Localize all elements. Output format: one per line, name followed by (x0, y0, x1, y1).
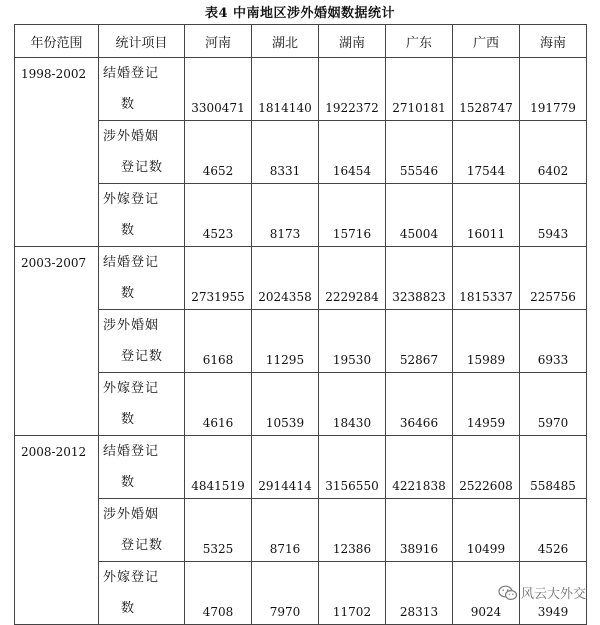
table-row (15, 310, 587, 373)
item-label-line2: 数 (121, 475, 136, 490)
header-cell: 广东 (386, 25, 453, 58)
table-row (15, 499, 587, 562)
value-cell: 4221838 (386, 436, 453, 499)
value-cell: 558485 (520, 436, 587, 499)
item-label-line2: 登记数 (121, 349, 164, 364)
header-cell: 统计项目 (99, 25, 185, 58)
table-row (15, 121, 587, 184)
item-label-line2: 登记数 (121, 160, 164, 175)
wechat-icon (498, 585, 518, 601)
item-cell (99, 373, 185, 436)
table-row (15, 247, 587, 310)
value-cell: 28313 (386, 562, 453, 625)
value-cell: 36466 (386, 373, 453, 436)
value-cell: 2731955 (185, 247, 252, 310)
value-cell: 3156550 (319, 436, 386, 499)
value-cell: 1922372 (319, 58, 386, 121)
value-cell: 225756 (520, 247, 587, 310)
item-label-line2: 登记数 (121, 538, 164, 553)
table-row (15, 436, 587, 499)
header-cell: 海南 (520, 25, 587, 58)
value-cell: 10539 (252, 373, 319, 436)
value-cell: 7970 (252, 562, 319, 625)
header-cell: 湖南 (319, 25, 386, 58)
value-cell: 15716 (319, 184, 386, 247)
value-cell: 2914414 (252, 436, 319, 499)
value-cell: 5970 (520, 373, 587, 436)
value-cell: 8331 (252, 121, 319, 184)
value-cell: 191779 (520, 58, 587, 121)
item-cell (99, 499, 185, 562)
value-cell: 52867 (386, 310, 453, 373)
item-label-line2: 数 (121, 412, 136, 427)
header-cell: 河南 (185, 25, 252, 58)
value-cell: 12386 (319, 499, 386, 562)
item-label-line2: 数 (121, 97, 136, 112)
value-cell: 11702 (319, 562, 386, 625)
item-cell (99, 562, 185, 625)
value-cell: 6933 (520, 310, 587, 373)
value-cell: 16454 (319, 121, 386, 184)
item-label-line1: 外嫁登记 (103, 192, 160, 207)
item-cell (99, 436, 185, 499)
value-cell: 2024358 (252, 247, 319, 310)
item-cell (99, 247, 185, 310)
header-cell: 年份范围 (15, 25, 99, 58)
item-label-line1: 结婚登记 (103, 66, 160, 81)
item-label-line2: 数 (121, 223, 136, 238)
table-row (15, 58, 587, 121)
value-cell: 4616 (185, 373, 252, 436)
value-cell: 2522608 (453, 436, 520, 499)
header-cell: 湖北 (252, 25, 319, 58)
header-cell: 广西 (453, 25, 520, 58)
value-cell: 2710181 (386, 58, 453, 121)
value-cell: 14959 (453, 373, 520, 436)
value-cell: 5325 (185, 499, 252, 562)
value-cell: 15989 (453, 310, 520, 373)
value-cell: 4841519 (185, 436, 252, 499)
item-label-line1: 外嫁登记 (103, 381, 160, 396)
value-cell: 1815337 (453, 247, 520, 310)
value-cell: 8173 (252, 184, 319, 247)
item-cell (99, 310, 185, 373)
value-cell: 11295 (252, 310, 319, 373)
value-cell: 1528747 (453, 58, 520, 121)
item-label-line1: 涉外婚姻 (103, 507, 160, 522)
value-cell: 4526 (520, 499, 587, 562)
item-label-line2: 数 (121, 601, 136, 616)
watermark (498, 583, 586, 602)
item-cell (99, 58, 185, 121)
table-row (15, 373, 587, 436)
value-cell: 16011 (453, 184, 520, 247)
item-cell (99, 121, 185, 184)
value-cell: 6168 (185, 310, 252, 373)
value-cell: 38916 (386, 499, 453, 562)
item-label-line1: 涉外婚姻 (103, 129, 160, 144)
value-cell: 18430 (319, 373, 386, 436)
item-label-line1: 涉外婚姻 (103, 318, 160, 333)
table-title: 表4 中南地区涉外婚姻数据统计 (204, 6, 396, 21)
value-cell: 1814140 (252, 58, 319, 121)
value-cell: 3949 (520, 562, 587, 625)
value-cell: 55546 (386, 121, 453, 184)
value-cell: 4708 (185, 562, 252, 625)
value-cell: 8716 (252, 499, 319, 562)
item-label-line1: 结婚登记 (103, 444, 160, 459)
value-cell: 9024 (453, 562, 520, 625)
value-cell: 3300471 (185, 58, 252, 121)
value-cell: 4523 (185, 184, 252, 247)
year-range-cell: 1998-2002 (15, 58, 99, 247)
value-cell: 2229284 (319, 247, 386, 310)
value-cell: 19530 (319, 310, 386, 373)
item-cell (99, 184, 185, 247)
table-row (15, 184, 587, 247)
value-cell: 45004 (386, 184, 453, 247)
value-cell: 10499 (453, 499, 520, 562)
year-range-cell: 2003-2007 (15, 247, 99, 436)
header-row (15, 25, 587, 58)
value-cell: 4652 (185, 121, 252, 184)
value-cell: 6402 (520, 121, 587, 184)
value-cell: 3238823 (386, 247, 453, 310)
data-table (14, 24, 587, 625)
table-body (15, 58, 587, 625)
year-range-cell: 2008-2012 (15, 436, 99, 625)
watermark-text: 风云大外交 (520, 587, 586, 602)
item-label-line1: 外嫁登记 (103, 570, 160, 585)
value-cell: 5943 (520, 184, 587, 247)
value-cell: 17544 (453, 121, 520, 184)
item-label-line2: 数 (121, 286, 136, 301)
item-label-line1: 结婚登记 (103, 255, 160, 270)
